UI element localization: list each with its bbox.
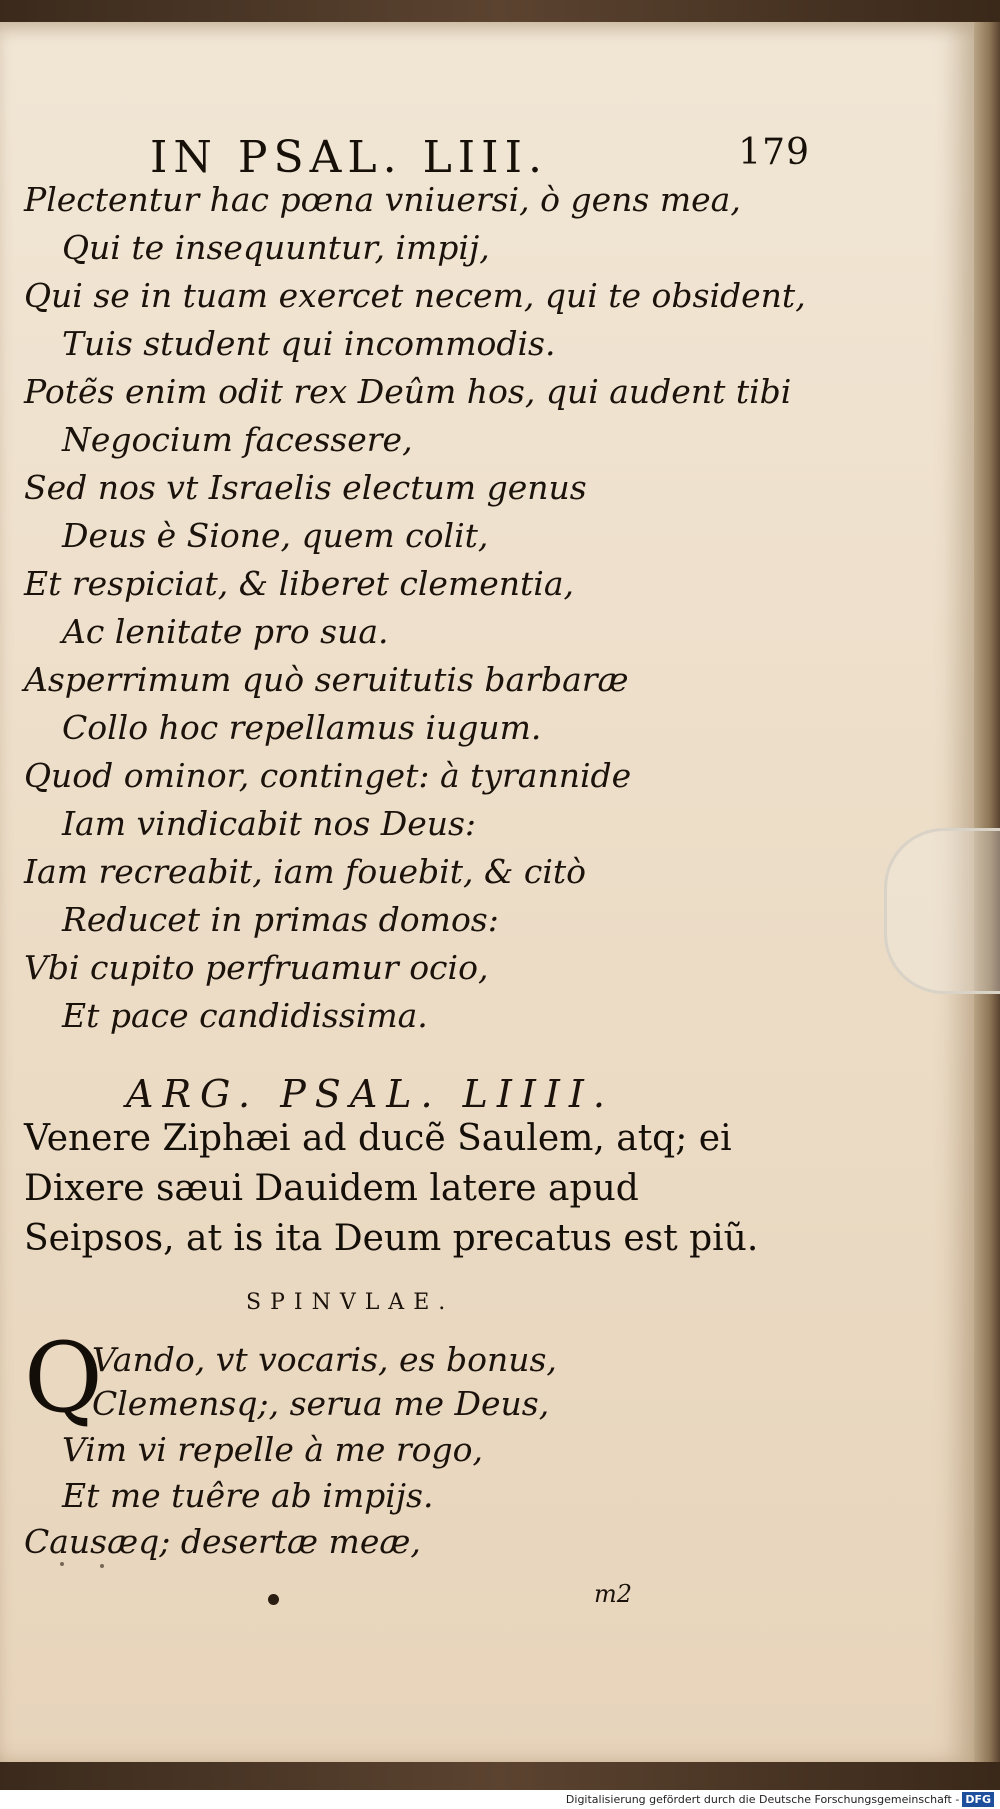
verse-line: Negocium facessere, — [62, 420, 413, 459]
verse-line: Tuis student qui incommodis. — [62, 324, 556, 363]
credit-text: Digitalisierung gefördert durch die Deutsche Forschungsgemeinschaft - — [565, 1793, 960, 1806]
verse-line: Causæq; desertæ meæ, — [24, 1522, 421, 1561]
argument-line: Dixere sæui Dauidem latere apud — [24, 1168, 639, 1209]
meter-heading: SPINVLAE. — [246, 1290, 455, 1315]
ink-spot — [100, 1564, 104, 1568]
verse-line: Collo hoc repellamus iugum. — [62, 708, 542, 747]
argument-heading: ARG. PSAL. LIIII. — [126, 1072, 615, 1116]
argument-line: Venere Ziphæi ad ducẽ Saulem, atq; ei — [24, 1118, 732, 1159]
verse-line: Vim vi repelle à me rogo, — [62, 1430, 483, 1469]
verse-line: Quod ominor, continget: à tyrannide — [24, 756, 632, 795]
verse-line: Qui se in tuam exercet necem, qui te obsident, — [24, 276, 806, 315]
verse-line: Plectentur hac pœna vniuersi, ò gens mea, — [24, 180, 741, 219]
running-title: IN PSAL. LIII. — [150, 132, 548, 183]
verse-line: Qui te insequuntur, impij, — [62, 228, 490, 267]
page-number: 179 — [738, 132, 810, 173]
verse-line: Vando, vt vocaris, es bonus, — [92, 1340, 557, 1379]
verse-line: Reducet in primas domos: — [62, 900, 499, 939]
verse-line: Potẽs enim odit rex Deûm hos, qui audent tibi — [24, 372, 792, 411]
ink-spot — [60, 1562, 64, 1566]
catchword: m2 — [594, 1580, 633, 1608]
digitization-credit — [0, 1790, 1000, 1809]
verse-line: Et me tuêre ab impijs. — [62, 1476, 434, 1515]
verse-line: Et pace candidissima. — [62, 996, 428, 1035]
ink-spot — [268, 1594, 279, 1605]
verse-line: Deus è Sione, quem colit, — [62, 516, 489, 555]
verse-line: Asperrimum quò seruitutis barbaræ — [24, 660, 629, 699]
page-clip — [884, 828, 1000, 994]
verse-line: Ac lenitate pro sua. — [62, 612, 389, 651]
verse-line: Sed nos vt Israelis electum genus — [24, 468, 587, 507]
book-page — [0, 22, 974, 1762]
argument-line: Seipsos, at is ita Deum precatus est piũ. — [24, 1218, 759, 1259]
verse-line: Iam recreabit, iam fouebit, & citò — [24, 852, 586, 891]
dfg-logo: DFG — [962, 1792, 994, 1807]
drop-cap: Q — [24, 1322, 103, 1434]
verse-line: Clemensq;, serua me Deus, — [92, 1384, 550, 1423]
verse-line: Et respiciat, & liberet clementia, — [24, 564, 575, 603]
verse-line: Vbi cupito perfruamur ocio, — [24, 948, 489, 987]
verse-line: Iam vindicabit nos Deus: — [62, 804, 477, 843]
